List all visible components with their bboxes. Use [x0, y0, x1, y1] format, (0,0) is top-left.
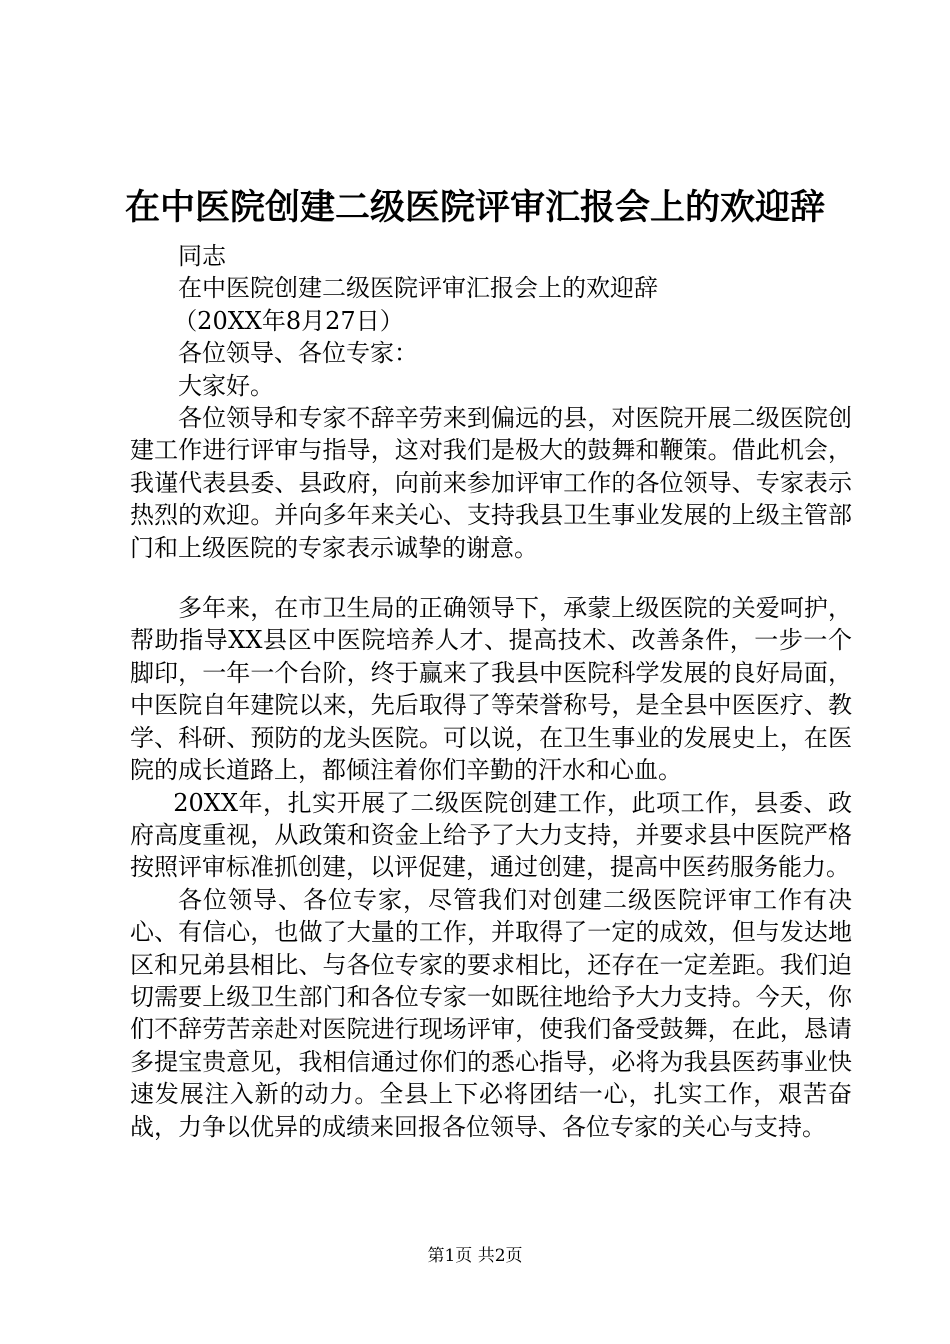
greeting-line: 各位领导、各位专家：: [178, 339, 418, 368]
document-body: [130, 208, 852, 1143]
title-spacer: [130, 208, 852, 240]
body-paragraph-1: 各位领导和专家不辞辛劳来到偏远的县，对医院开展二级医院创建工作进行评审与指导，这对我们是极大的鼓舞和鞭策。借此机会，我谨代表县委、县政府，向前来参加评审工作的各位领导、专家表示热烈的欢迎。并向多年来关心、支持我县卫生事业发展的上级主管部门和上级医院的专家表示诚挚的谢意。: [130, 404, 852, 562]
document-title: 在中医院创建二级医院评审汇报会上的欢迎辞: [124, 187, 825, 228]
page-number-footer: 第1页 共2页: [427, 1246, 523, 1266]
body-paragraph-4: 各位领导、各位专家，尽管我们对创建二级医院评审工作有决心、有信心，也做了大量的工作，并取得了一定的成效，但与发达地区和兄弟县相比、与各位专家的要求相比，还存在一定差距。我们迫切需要上级卫生部门和各位专家一如既往地给予大力支持。今天，你们不辞劳苦亲赴对医院进行现场评审，使我们备受鼓舞，在此，恳请多提宝贵意见，我相信通过你们的悉心指导，必将为我县医药事业快速发展注入新的动力。全县上下必将团结一心，扎实工作，艰苦奋战，力争以优异的成绩来回报各位领导、各位专家的关心与支持。: [130, 885, 852, 1141]
salutation-comrade: 同志: [178, 242, 226, 270]
body-paragraph-3: 20XX年，扎实开展了二级医院创建工作，此项工作，县委、政府高度重视，从政策和资金上给予了大力支持，并要求县中医院严格按照评审标准抓创建，以评促建，通过创建，提高中医药服务能力。: [130, 788, 852, 882]
body-paragraph-2: 多年来，在市卫生局的正确领导下，承蒙上级医院的关爱呵护，帮助指导XX县区中医院培养人才、提高技术、改善条件，一步一个脚印，一年一个台阶，终于赢来了我县中医院科学发展的良好局面，中医院自年建院以来，先后取得了等荣誉称号，是全县中医医疗、教学、科研、预防的龙头医院。可以说，在卫生事业的发展史上，在医院的成长道路上，都倾注着你们辛勤的汗水和心血。: [130, 594, 852, 785]
paragraph-gap: [130, 564, 852, 592]
hello-line: 大家好。: [178, 371, 274, 400]
document-subtitle: 在中医院创建二级医院评审汇报会上的欢迎辞: [178, 274, 658, 303]
document-date: （20XX年8月27日）: [173, 306, 404, 335]
